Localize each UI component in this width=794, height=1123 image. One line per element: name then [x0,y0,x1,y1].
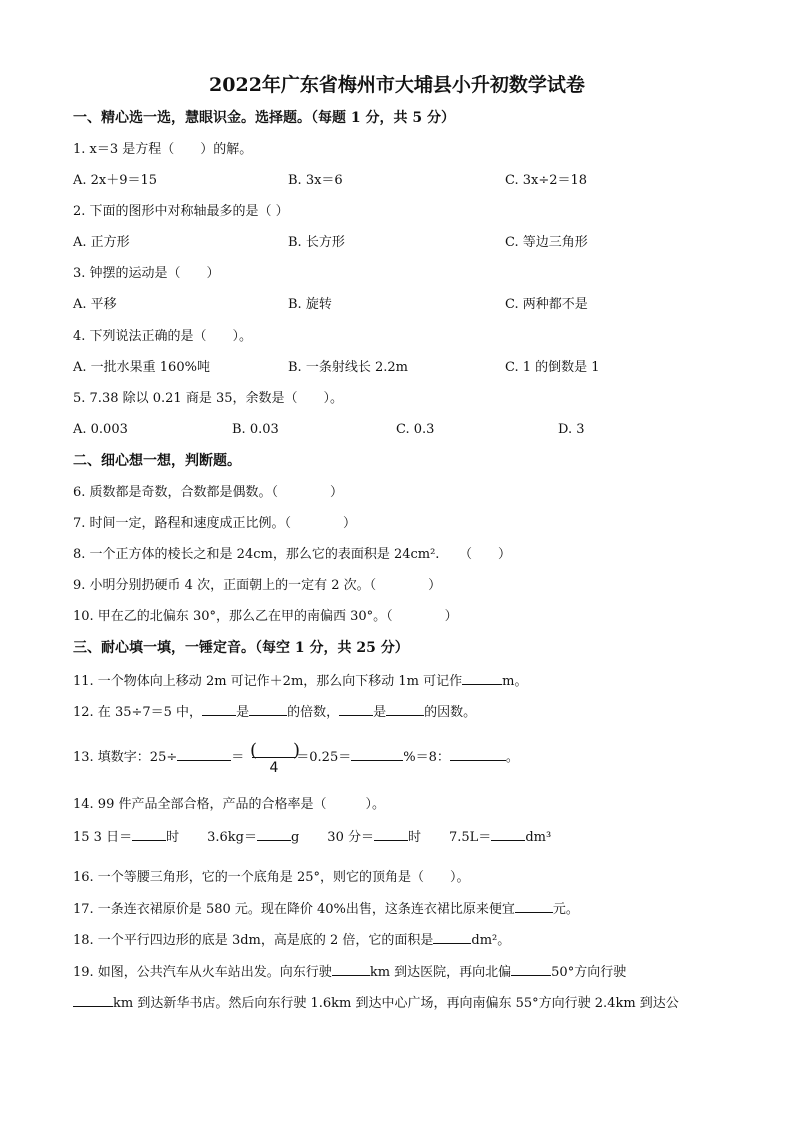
q5-option-d: D. 3 [558,422,585,437]
question-8: 8. 一个正方体的棱长之和是 24cm，那么它的表面积是 24cm². （ ） [73,547,511,562]
q13-blank-2 [351,748,403,761]
q17-unit: 元。 [552,902,579,917]
question-3: 3. 钟摆的运动是（ ） [73,266,220,281]
q3-option-b: B. 旋转 [288,297,332,312]
q15-blank-4 [491,828,525,841]
question-2: 2. 下面的图形中对称轴最多的是（ ） [73,204,289,219]
question-14: 14. 99 件产品全部合格，产品的合格率是（ ）。 [73,797,385,812]
q13-text: 13. 填数字：25÷ [73,750,178,765]
q13-text-3: %＝8： [403,750,450,765]
q19-text-3: 50°方向行驶 [551,965,627,980]
q11-unit: m。 [502,674,528,689]
question-10: 10. 甲在乙的北偏东 30°，那么乙在甲的南偏西 30°。（ ） [73,609,458,624]
question-17 [73,900,579,919]
q17-text: 17. 一条连衣裙原价是 580 元。现在降价 40%出售，这条连衣裙比原来便宜 [73,902,515,917]
q17-blank [515,900,553,913]
question-7: 7. 时间一定，路程和速度成正比例。（ ） [73,516,357,531]
q15-text-4: 7.5L＝ [449,830,492,845]
q13-equals: ＝ [231,750,245,765]
q15-text-3: 30 分＝ [327,830,374,845]
question-6: 6. 质数都是奇数，合数都是偶数。（ ） [73,485,344,500]
q15-unit-1: 时 [166,830,180,845]
q13-blank-3 [450,748,506,761]
section-2-heading: 二、细心想一想，判断题。 [73,453,241,469]
q15-unit-2: g [290,830,300,845]
q12-text-3: 的倍数， [287,705,340,720]
q11-blank [462,672,502,685]
question-11 [73,672,527,691]
q11-text: 11. 一个物体向上移动 2m 可记作＋2m，那么向下移动 1m 可记作 [73,674,463,689]
q4-option-a: A. 一批水果重 160%吨 [73,360,210,375]
q12-blank-4 [386,703,424,716]
section-1-heading: 一、精心选一选，慧眼识金。选择题。（每题 1 分，共 5 分） [73,110,455,126]
q4-option-c: C. 1 的倒数是 1 [505,360,600,375]
q19-text-2: km 到达医院，再向北偏 [369,965,512,980]
q4-option-b: B. 一条射线长 2.2m [288,360,408,375]
q15-text-1: 15 3 日＝ [73,830,133,845]
q13-fraction-bar [252,757,296,758]
q12-text: 12. 在 35÷7＝5 中， [73,705,203,720]
q5-option-b: B. 0.03 [232,422,279,437]
question-16: 16. 一个等腰三角形，它的一个底角是 25°，则它的顶角是（ ）。 [73,870,470,885]
q19-blank-1 [332,963,370,976]
question-1: 1. x＝3 是方程（ ）的解。 [73,142,253,157]
q18-unit: dm²。 [471,933,511,948]
q13-blank-1 [177,748,231,761]
q13-text-4: 。 [505,750,519,765]
q13-text-2: ＝0.25＝ [296,750,352,765]
q13-fraction-numerator: ( ) [250,740,301,761]
q19-blank-2 [511,963,551,976]
q12-blank-2 [249,703,287,716]
question-12 [73,703,476,722]
question-9: 9. 小明分别扔硬币 4 次，正面朝上的一定有 2 次。（ ） [73,578,442,593]
q15-blank-2 [257,828,291,841]
q19-text-1: 19. 如图，公共汽车从火车站出发。向东行驶 [73,965,332,980]
q5-option-a: A. 0.003 [73,422,128,437]
q1-option-b: B. 3x＝6 [288,173,343,188]
q13-fraction-denominator: 4 [269,760,279,776]
q2-option-c: C. 等边三角形 [505,235,588,250]
q12-text-2: 是 [236,705,250,720]
q15-unit-3: 时 [407,830,421,845]
question-5: 5. 7.38 除以 0.21 商是 35，余数是（ ）。 [73,391,343,406]
q12-text-4: 是 [373,705,387,720]
q15-blank-3 [374,828,408,841]
q2-option-a: A. 正方形 [73,235,130,250]
q2-option-b: B. 长方形 [288,235,345,250]
q12-blank-1 [202,703,236,716]
q13-fraction [250,736,301,778]
q12-text-5: 的因数。 [424,705,477,720]
q15-unit-4: dm³ [525,830,552,845]
q15-blank-1 [132,828,166,841]
q5-option-c: C. 0.3 [396,422,435,437]
q18-blank [433,931,471,944]
page-title: 2022年广东省梅州市大埔县小升初数学试卷 [209,74,585,96]
q19-text-4: km 到达新华书店。然后向东行驶 1.6km 到达中心广场，再向南偏东 55°方向行驶 2.4km 到达公 [113,996,679,1011]
question-19-line-1 [73,963,626,982]
q12-blank-3 [339,703,373,716]
q1-option-a: A. 2x＋9＝15 [73,173,158,188]
question-15 [73,828,551,847]
question-19-line-2 [73,994,679,1013]
question-4: 4. 下列说法正确的是（ ）。 [73,329,253,344]
question-18 [73,931,510,950]
q1-option-c: C. 3x÷2＝18 [505,173,588,188]
section-3-heading: 三、耐心填一填，一锤定音。（每空 1 分，共 25 分） [73,640,409,656]
q15-text-2: 3.6kg＝ [207,830,257,845]
q3-option-a: A. 平移 [73,297,117,312]
q18-text: 18. 一个平行四边形的底是 3dm，高是底的 2 倍，它的面积是 [73,933,434,948]
q19-blank-3 [73,994,113,1007]
q3-option-c: C. 两种都不是 [505,297,588,312]
